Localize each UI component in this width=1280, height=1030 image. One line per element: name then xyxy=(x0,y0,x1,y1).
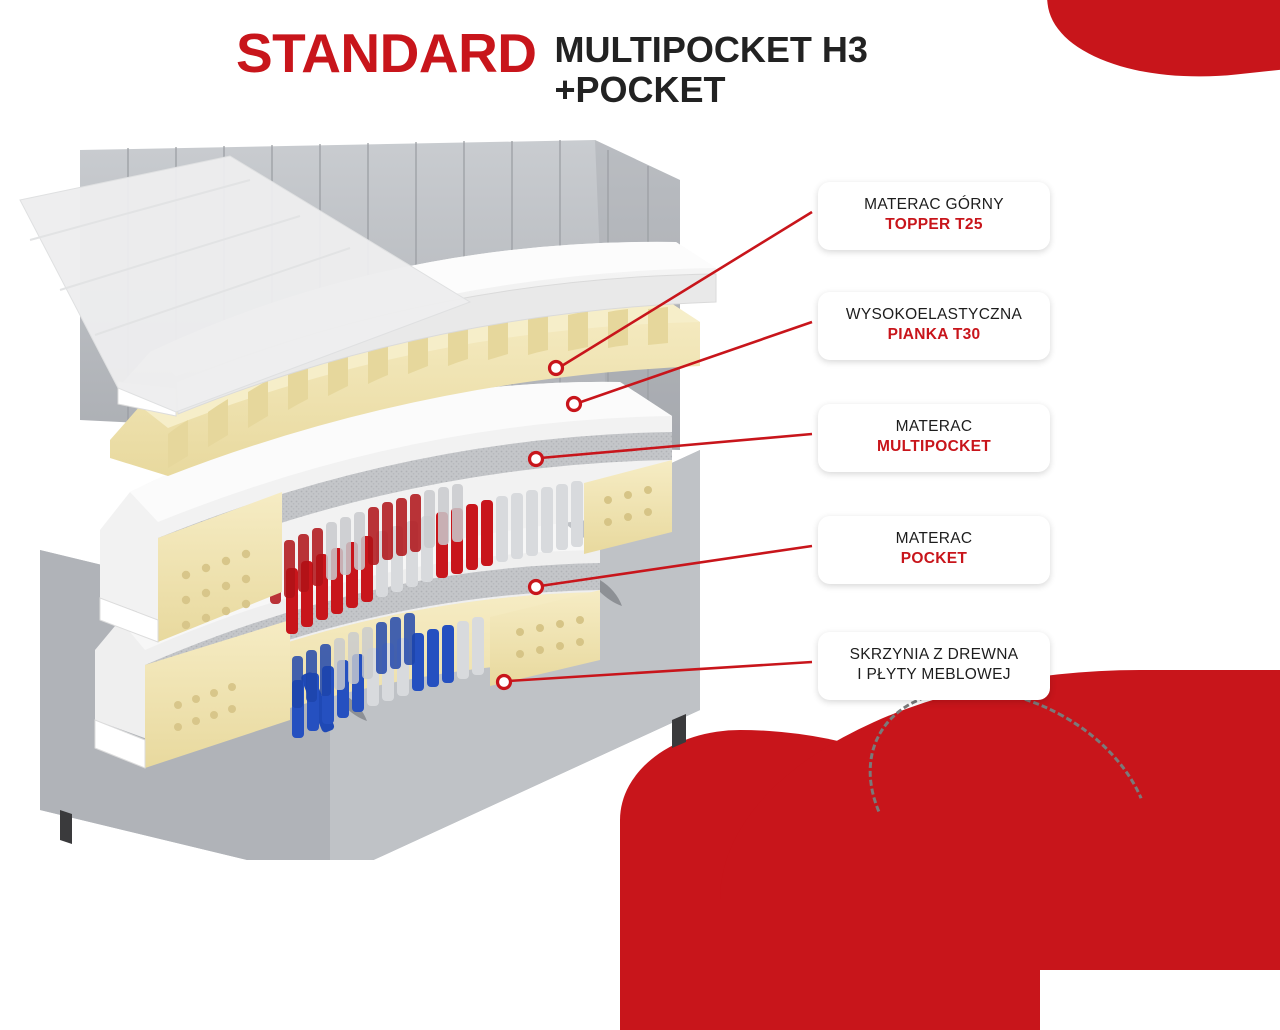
callout-multipocket[interactable] xyxy=(818,404,1050,472)
callout-topper[interactable] xyxy=(818,182,1050,250)
callout-skrzynia[interactable] xyxy=(818,632,1050,700)
page-title xyxy=(236,22,975,111)
callout-pianka-line2: PIANKA T30 xyxy=(887,326,981,344)
callout-pocket-line1: MATERAC xyxy=(895,530,973,547)
title-main: STANDARD xyxy=(236,22,537,84)
decor-swoosh-top-right xyxy=(1044,0,1280,93)
callout-pianka[interactable] xyxy=(818,292,1050,360)
callout-topper-line2: TOPPER T25 xyxy=(885,216,983,234)
callout-skrzynia-line2: I PŁYTY MEBLOWEJ xyxy=(857,666,1011,684)
callout-pianka-line1: WYSOKOELASTYCZNA xyxy=(845,306,1023,323)
callout-pocket-line2: POCKET xyxy=(900,550,968,568)
bed-cutaway-illustration xyxy=(0,120,860,860)
callout-multipocket-line1: MATERAC xyxy=(895,418,973,435)
callout-topper-line1: MATERAC GÓRNY xyxy=(864,196,1004,213)
callout-pocket[interactable] xyxy=(818,516,1050,584)
callout-multipocket-line2: MULTIPOCKET xyxy=(876,438,992,456)
title-subtitle: MULTIPOCKET H3 +POCKET xyxy=(554,29,868,111)
callout-skrzynia-line1: SKRZYNIA Z DREWNA xyxy=(849,646,1019,663)
